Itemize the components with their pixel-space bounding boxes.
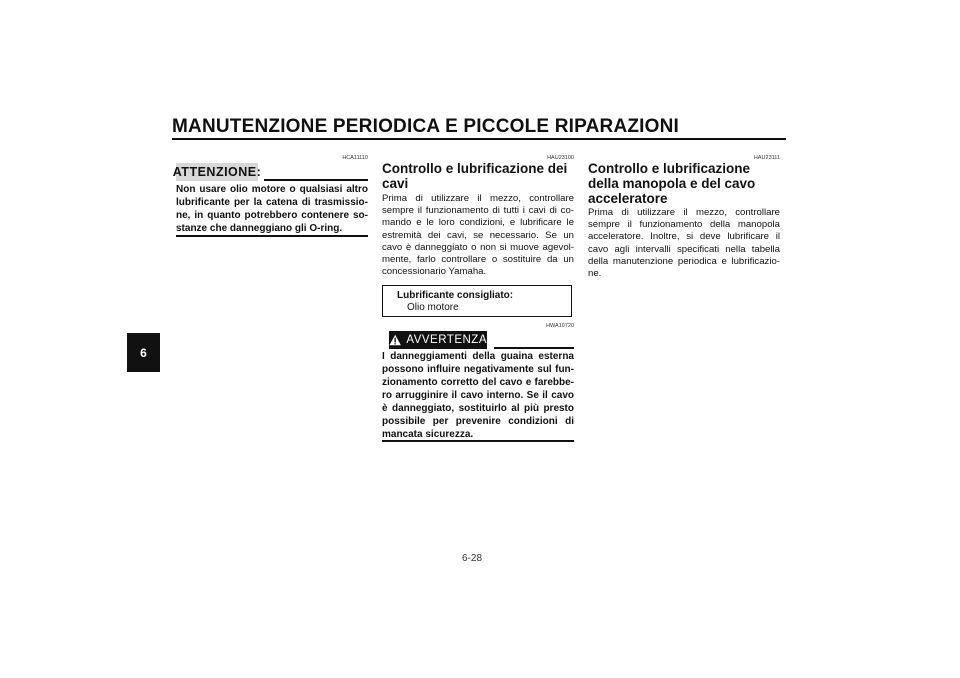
section-code-throttle: HAU23111 <box>753 155 780 161</box>
page-number: 6-28 <box>462 553 483 564</box>
attention-label: ATTENZIONE: <box>172 165 262 179</box>
lubricant-label: Lubrificante consigliato: <box>397 290 514 301</box>
warning-text: I danneggiamenti della guaina esterna possono influire negativamente sul fun-zionamento corretto del cavo e farebbe-ro arrugginire il cavo interno. Se il cavo è danneggiato, sostituirlo al più presto possibile per prevenire condizioni di mancata sicurezza. <box>382 351 574 440</box>
notice-bottom-rule <box>176 235 368 237</box>
header-rule <box>172 138 786 140</box>
chapter-tab: 6 <box>127 333 160 372</box>
attention-text: Non usare olio motore o qualsiasi altro lubrificante per la catena di trasmissio-ne, in quanto potrebbero contenere so-stanze che danneggiano gli O-ring. <box>176 184 368 234</box>
section-body-cables: Prima di utilizzare il mezzo, controllare sempre il funzionamento di tutti i cavi di co-mando e le loro condizioni, e lubrificare le estremità dei cavi, se necessario. Se un cavo è danneggiato o non si muove agevol-mente, farlo controllare o sostituire da un concessionario Yamaha. <box>382 193 574 278</box>
warning-top-rule <box>494 347 574 349</box>
lubricant-value: Olio motore <box>407 302 459 313</box>
section-title-throttle: Controllo e lubrificazione della manopola e del cavo acceleratore <box>588 161 756 206</box>
lubricant-box <box>382 285 572 317</box>
notice-code: HCA11110 <box>342 155 368 161</box>
notice-top-rule <box>264 179 368 181</box>
warning-code: HWA10720 <box>546 323 574 329</box>
warning-label <box>389 331 487 349</box>
section-body-throttle: Prima di utilizzare il mezzo, controllare sempre il funzionamento della manopola acceleratore. Inoltre, si deve lubrificare il cavo agli intervalli specificati nella tabella della manutenzione periodica e lubrificazio-ne. <box>588 207 780 280</box>
section-code: HAU23100 <box>547 155 574 161</box>
warning-bottom-rule <box>382 440 574 442</box>
warning-label-text: AVVERTENZA <box>406 334 487 346</box>
section-title-cables: Controllo e lubrificazione dei cavi <box>382 161 568 191</box>
warning-triangle-icon <box>389 334 401 346</box>
page-title: MANUTENZIONE PERIODICA E PICCOLE RIPARAZIONI <box>172 116 680 137</box>
